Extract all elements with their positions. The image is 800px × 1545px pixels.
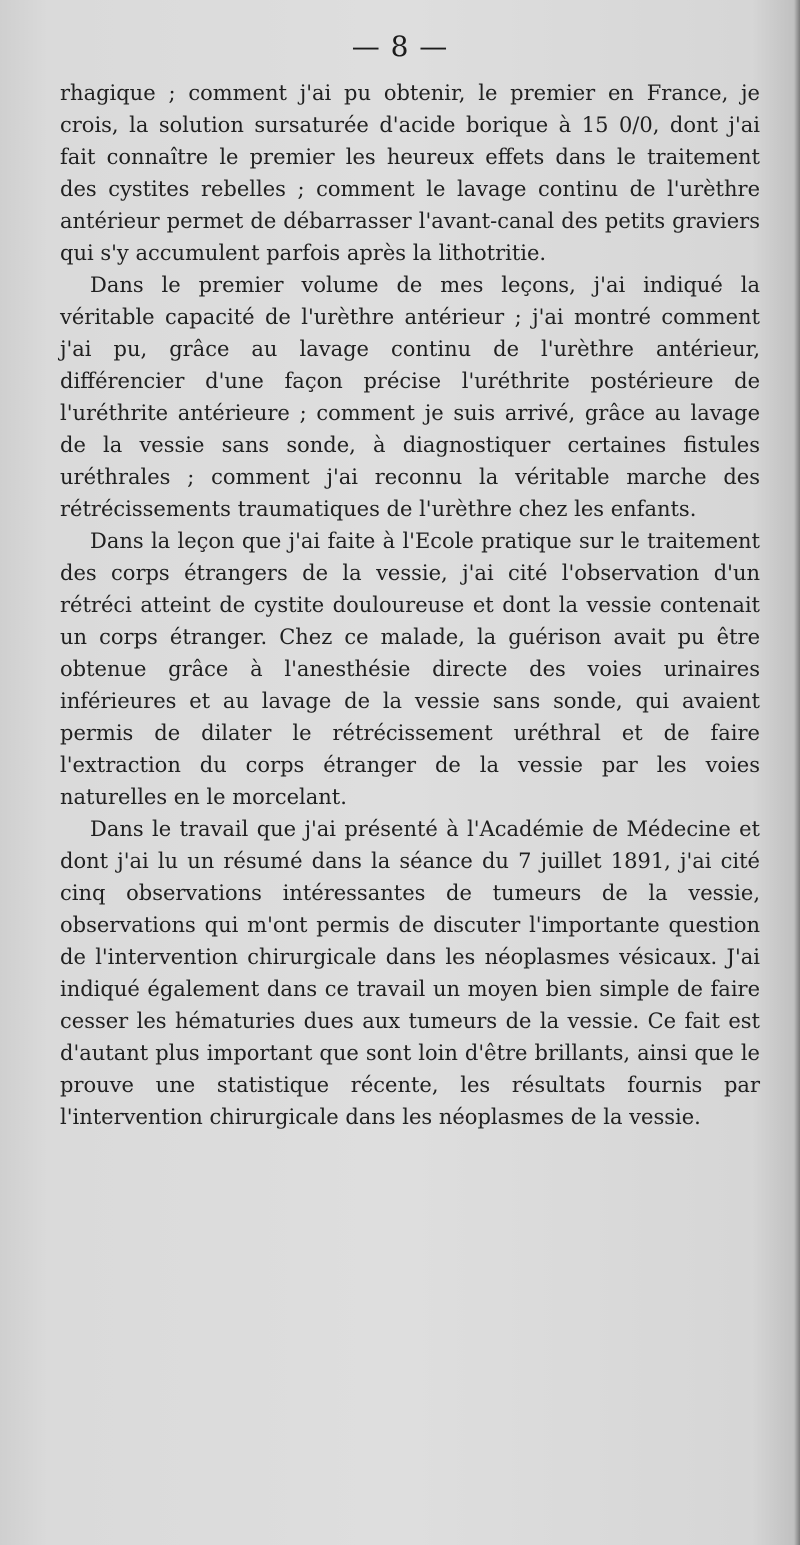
page-number: — 8 — <box>351 30 449 63</box>
paragraph-1: rhagique ; comment j'ai pu obtenir, le premier en France, je crois, la solution sursaturée d'acide borique à 15 0/0, dont j'ai fait connaître le premier les heureux effets dans le traitement des cystites rebelles ; comment le lavage continu de l'urèthre antérieur permet de débarrasser l'avant-canal des petits graviers qui s'y accumulent parfois après la lithotritie. <box>60 81 760 265</box>
paragraph-2: Dans le premier volume de mes leçons, j'ai indiqué la véritable capacité de l'urèthre antérieur ; j'ai montré comment j'ai pu, grâce au lavage continu de l'urèthre antérieur, différencier d'une façon précise l'uréthrite postérieure de l'uréthrite antérieure ; comment je suis arrivé, grâce au lavage de la vessie sans sonde, à diagnostiquer certaines fistules uréthrales ; comment j'ai reconnu la véritable marche des rétrécissements traumatiques de l'urèthre chez les enfants. <box>60 273 760 521</box>
text-body <box>60 77 760 1133</box>
paragraph-4: Dans le travail que j'ai présenté à l'Académie de Médecine et dont j'ai lu un résumé dans la séance du 7 juillet 1891, j'ai cité cinq observations intéressantes de tumeurs de la vessie, observations qui m'ont permis de discuter l'importante question de l'intervention chirurgicale dans les néoplasmes vésicaux. J'ai indiqué également dans ce travail un moyen bien simple de faire cesser les hématuries dues aux tumeurs de la vessie. Ce fait est d'autant plus important que sont loin d'être brillants, ainsi que le prouve une statistique récente, les résultats fournis par l'intervention chirurgicale dans les néoplasmes de la vessie. <box>60 817 760 1129</box>
paragraph-3: Dans la leçon que j'ai faite à l'Ecole pratique sur le traitement des corps étrangers de la vessie, j'ai cité l'observation d'un rétréci atteint de cystite douloureuse et dont la vessie contenait un corps étranger. Chez ce malade, la guérison avait pu être obtenue grâce à l'anesthésie directe des voies urinaires inférieures et au lavage de la vessie sans sonde, qui avaient permis de dilater le rétrécissement uréthral et de faire l'extraction du corps étranger de la vessie par les voies naturelles en le morcelant. <box>60 529 760 809</box>
